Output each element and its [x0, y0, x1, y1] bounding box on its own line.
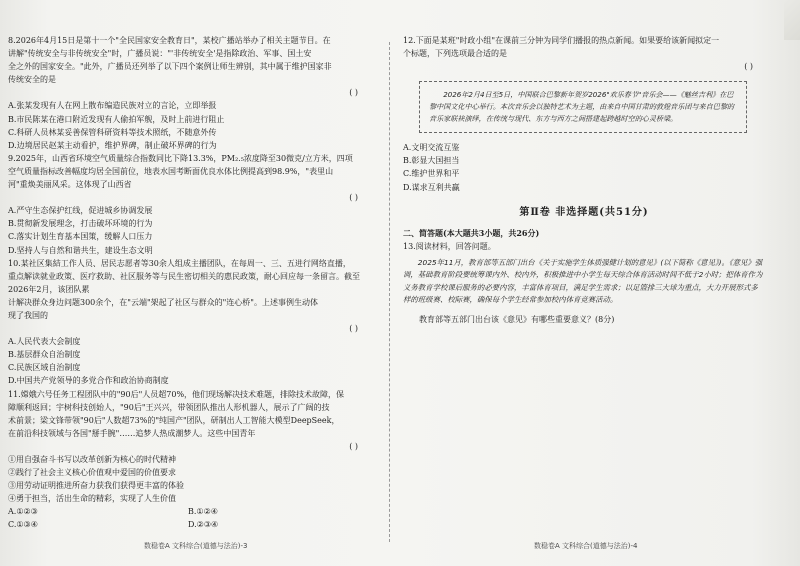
q12-line: 12.下面是某班"时政小组"在课前三分钟为同学们播报的热点新闻。如果要给该新闻拟定一: [403, 36, 720, 45]
question-10: [8, 257, 370, 388]
q11-option-a: A.①②③: [8, 507, 38, 517]
q10-option-c: C.民族区域自治制度: [8, 363, 81, 373]
q8-option-c: C.科研人员林某妥善保管科研资料等技术照纸，不随意外传: [8, 127, 217, 137]
q11-answer-bracket[interactable]: ( ): [349, 441, 358, 451]
q8-line: 8.2026年4月15日是第十一个"全民国家安全教育日"，某校广播站举办了相关主题节目。在: [8, 36, 331, 45]
q11-statement-2: ②践行了社会主义核心价值观中爱国的价值要求: [8, 468, 176, 478]
q9-line: 空气质量指标改善幅度均居全国前位，地表水国考断面优良水体比例提高到98.9%，"表里山: [8, 166, 334, 176]
q9-option-b: B.贯彻新发展理念，打击破坏环境的行为: [8, 219, 153, 229]
q11-statement-3: ③用劳动证明推进所奋力获我们获得更丰富的体验: [8, 481, 184, 491]
q12-option-a: A.文明交流互鉴: [403, 143, 460, 153]
q10-option-d: D.中国共产党领导的多党合作和政治协商制度: [8, 376, 169, 386]
q12-option-b: B.彰显大国担当: [403, 156, 460, 166]
q8-line: 传统安全的是: [8, 75, 56, 85]
q11-line: 障顺利返回；宇树科技创始人，"90后"王兴兴，带领团队推出人形机器人，展示了广阔的技: [8, 402, 330, 412]
q9-option-d: D.坚持人与自然和谐共生，建设生态文明: [8, 245, 153, 255]
question-9: [8, 152, 370, 257]
q12-option-d: D.谋求互利共赢: [403, 182, 460, 192]
q8-line: 讲解"传统安全与非传统安全"时，广播员说："'非传统安全'是指除政治、军事、国土安: [8, 49, 312, 59]
right-column: [403, 34, 765, 326]
q8-line: 全之外的国家安全。"此外，广播员还列举了以下四个案例让师生辨别，其中属于维护国家非: [8, 62, 332, 72]
section-2-heading: 二、简答题(本大题共3小题，共26分): [403, 227, 540, 238]
q11-option-b: B.①②④: [188, 507, 218, 517]
question-13: [403, 240, 765, 326]
q11-line: 术前景；梁文锋带领"90后"人数超73%的"纯国产"团队，研制出人工智能大模型DeepSeek，: [8, 415, 340, 425]
q9-answer-bracket[interactable]: ( ): [349, 193, 358, 203]
news-box: 2026年2月4日至5日，中国联合巴黎新年贺岁2026"欢乐春节"音乐会——《魅丝吉利》在巴黎中国文化中心举行。本次音乐会以独特艺术为主题，由来自中国甘肃的敦煌音乐团与来自巴黎的音乐家联袂演绎，在传统与现代、东方与西方之间搭建起跨越时空的心灵桥梁。: [419, 81, 747, 133]
q10-option-b: B.基层群众自治制度: [8, 350, 81, 360]
q10-answer-bracket[interactable]: ( ): [349, 324, 358, 334]
q8-option-d: D.边境居民赵某主动看护，维护界碑，制止破坏界碑的行为: [8, 140, 217, 150]
q11-line: 在前沿科技领域与各国"掰手腕"……追梦人热成潮梦人。这些中国青年: [8, 428, 256, 438]
question-8: [8, 34, 370, 152]
q9-line: 9.2025年，山西省环境空气质量综合指数同比下降13.3%，PM₂.₅浓度降至30微克/立方米，四项: [8, 153, 353, 163]
q11-statement-1: ①用自强奋斗书写以改革创新为核心的时代精神: [8, 455, 176, 464]
question-12: [403, 34, 765, 194]
q11-line: 11.嫦娥六号任务工程团队中的"90后"人员超70%，他们现场解决技术难题，排除技术故障，保: [8, 389, 345, 399]
q13-material: 2025年11月，教育部等五部门出台《关于实施学生体质强健计划的意见》(以下简称《意见》)。《意见》强调，基础教育阶段要统筹课内外、校内外，积极推进中小学生每天综合体育活动时间不低于2小时；把体育作为义务教育学校课后服务的必要内容，丰富体育项目，满足学生需求；以足篮排三大球为重点，大力开展形式多样的班级赛、校际赛，确保每个学生经常参加校内体育竞赛活动。: [403, 257, 763, 305]
q8-answer-bracket[interactable]: ( ): [349, 88, 358, 98]
q10-option-a: A.人民代表大会制度: [8, 337, 81, 347]
page-footer-right: 数稳卷A 文科综合(道德与法治)-4: [534, 542, 638, 550]
q11-option-c: C.①③④: [8, 520, 38, 530]
q9-option-c: C.落实计划生育基本国策，缓解人口压力: [8, 232, 153, 242]
q11-option-d: D.②③④: [188, 520, 219, 530]
q8-option-a: A.张某发现有人在网上散布编造民族对立的言论，立即举报: [8, 101, 217, 111]
q9-option-a: A.严守生态保护红线，促进城乡协调发展: [8, 206, 153, 216]
q12-option-c: C.维护世界和平: [403, 169, 460, 179]
q10-line: 重点解读就业政策、医疗救助、社区服务等与民生密切相关的惠民政策，耐心回应每一条留言。截至2026年2月，该团队累: [8, 271, 360, 294]
q13-title: 13.阅读材料，回答问题。: [403, 241, 496, 251]
q12-line: 个标题，下列选项最合适的是: [403, 49, 507, 59]
q11-statement-4: ④勇于担当，活出生命的精彩，实现了人生价值: [8, 494, 176, 504]
left-column: [8, 34, 370, 532]
q10-line: 现了我国的: [8, 310, 48, 320]
page-corner: [784, 0, 800, 40]
q10-line: 10.某社区集結工作人员、居民志愿者等30余人组成主播团队，在每周一、三、五进行网络直播，: [8, 258, 351, 268]
q12-answer-bracket[interactable]: ( ): [744, 62, 753, 72]
part-2-heading: 第Ⅱ卷 非选择题(共51分): [519, 206, 649, 218]
question-11: [8, 388, 370, 532]
page-footer-left: 数稳卷A 文科综合(道德与法治)-3: [144, 542, 248, 550]
q13-question: 教育部等五部门出台该《意见》有哪些重要意义？(8分): [419, 314, 615, 324]
fold-line: [389, 42, 390, 542]
q10-line: 计解决群众身边问题300余个，在"云端"架起了社区与群众的"连心桥"。上述事例生动体: [8, 297, 318, 307]
q9-line: 河"重焕美丽风采。这体现了山西省: [8, 180, 132, 190]
q8-option-b: B.市民陈某在港口附近发现有人偷拍军舰，及时上前进行阻止: [8, 114, 225, 124]
